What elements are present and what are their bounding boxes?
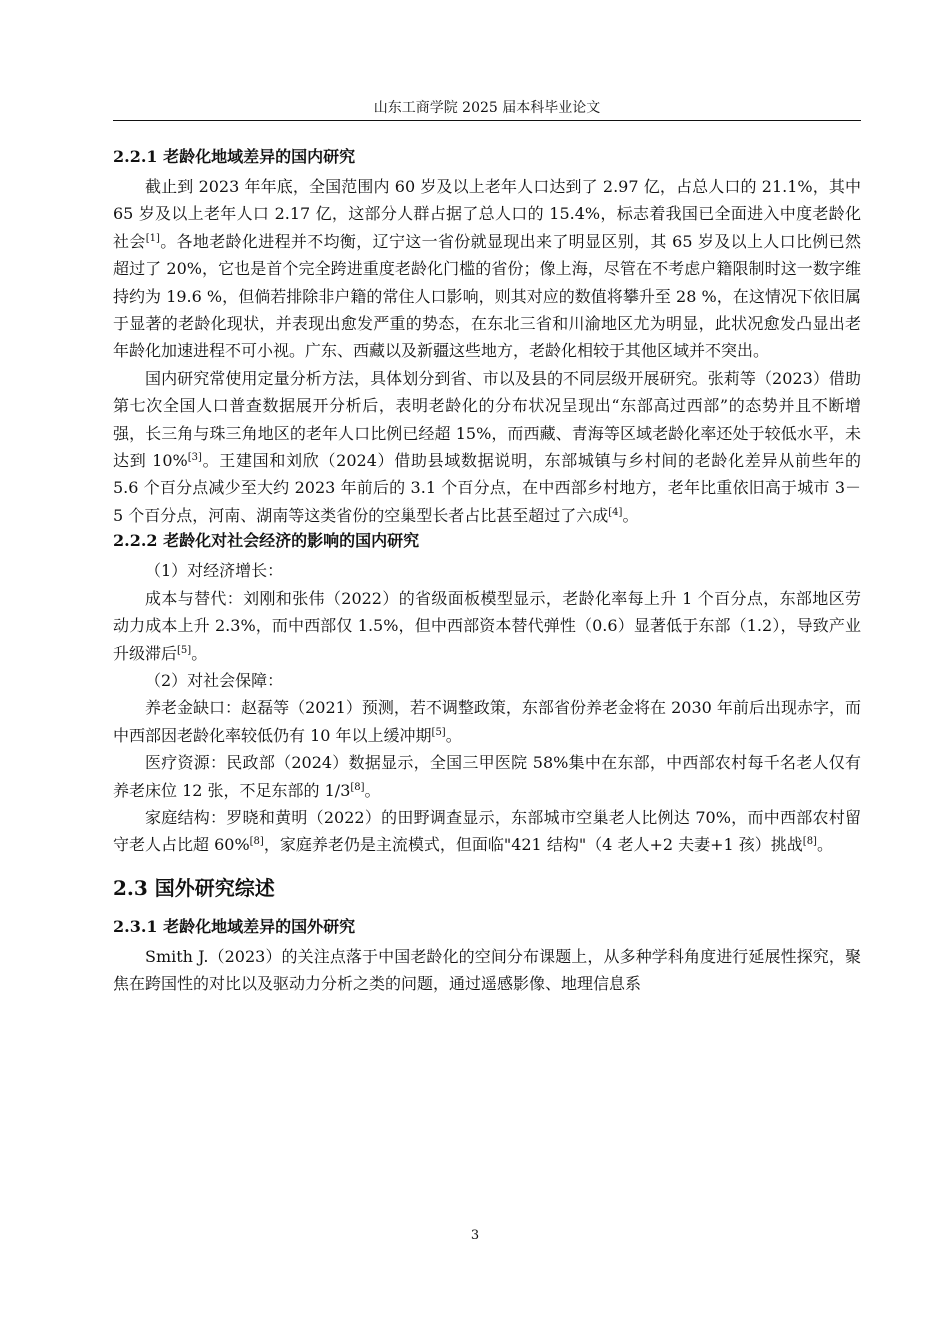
- paragraph: 养老金缺口：赵磊等（2021）预测，若不调整政策，东部省份养老金将在 2030 年前后出现赤字，而中西部因老龄化率较低仍有 10 年以上缓冲期[5]。: [113, 698, 861, 745]
- citation: [3]: [187, 452, 202, 464]
- section-heading-2-2-2: 2.2.2 老龄化对社会经济的影响的国内研究: [113, 531, 420, 551]
- section-heading-2-3-1: 2.3.1 老龄化地域差异的国外研究: [113, 916, 356, 936]
- paragraph: 截止到 2023 年年底，全国范围内 60 岁及以上老年人口达到了 2.97 亿，占总人口的 21.1%，其中 65 岁及以上老年人口 2.17 亿，这部分人群占据了总人口的 15.4%，标志着我国已全面进入中度老龄化社会[1]。各地老龄化进程并不均衡，辽宁这一省份就显现出来了明显区别，其 65 岁及以上人口比例已然超过了 20%，它也是首个完全跨进重度老龄化门槛的省份；像上海，尽管在不考虑户籍限制时这一数字维持约为 19.6 %，但倘若排除非户籍的常住人口影响，则其对应的数值将攀升至 28 %，在这情况下依旧属于显著的老龄化现状，并表现出愈发严重的势态，在东北三省和川渝地区尤为明显，此状况愈发凸显出老年龄化加速进程不可小视。广东、西藏以及新疆这些地方，老龄化相较于其他区域并不突出。: [113, 177, 861, 361]
- citation: [8]: [249, 836, 264, 848]
- header-divider: [113, 120, 861, 121]
- paragraph: 成本与替代：刘刚和张伟（2022）的省级面板模型显示，老龄化率每上升 1 个百分点，东部地区劳动力成本上升 2.3%，而中西部仅 1.5%，但中西部资本替代弹性（0.6）显著低于东部（1.2），导致产业升级滞后[5]。: [113, 588, 861, 663]
- citation: [5]: [177, 644, 192, 656]
- subheading-social-security: （2）对社会保障：: [145, 670, 284, 690]
- page-number: 3: [470, 1228, 480, 1243]
- subheading-economic-growth: （1）对经济增长：: [145, 561, 284, 581]
- paragraph: Smith J.（2023）的关注点落于中国老龄化的空间分布课题上，从多种学科角度进行延展性探究，聚焦在跨国性的对比以及驱动力分析之类的问题，通过遥感影像、地理信息系: [113, 946, 861, 994]
- section-heading-2-2-1: 2.2.1 老龄化地域差异的国内研究: [113, 147, 356, 166]
- running-header: 山东工商学院 2025 届本科毕业论文: [373, 100, 601, 116]
- citation: [5]: [431, 726, 446, 738]
- section-heading-2-3: 2.3 国外研究综述: [113, 875, 275, 900]
- paragraph: 家庭结构：罗晓和黄明（2022）的田野调查显示，东部城市空巢老人比例达 70%，而中西部农村留守老人占比超 60%[8]，家庭养老仍是主流模式，但面临"421 结构"（4 老人+2 夫妻+1 孩）挑战[8]。: [113, 807, 861, 855]
- citation: [8]: [350, 781, 365, 793]
- citation: [1]: [145, 232, 160, 244]
- paragraph: 医疗资源：民政部（2024）数据显示，全国三甲医院 58%集中在东部，中西部农村每千名老人仅有养老床位 12 张，不足东部的 1/3[8]。: [113, 753, 861, 800]
- citation: [4]: [608, 506, 623, 518]
- paragraph: 国内研究常使用定量分析方法，具体划分到省、市以及县的不同层级开展研究。张莉等（2023）借助第七次全国人口普查数据展开分析后，表明老龄化的分布状况呈现出“东部高过西部”的态势并且不断增强，长三角与珠三角地区的老年人口比例已经超 15%，而西藏、青海等区域老龄化率还处于较低水平，未达到 10%[3]。王建国和刘欣（2024）借助县域数据说明，东部城镇与乡村间的老龄化差异从前些年的 5.6 个百分点减少至大约 2023 年前后的 3.1 个百分点，在中西部乡村地方，老年比重依旧高于城市 3－5 个百分点，河南、湖南等这类省份的空巢型长者占比甚至超过了六成[4]。: [113, 368, 861, 525]
- page-body: [113, 145, 861, 998]
- citation: [8]: [802, 836, 817, 848]
